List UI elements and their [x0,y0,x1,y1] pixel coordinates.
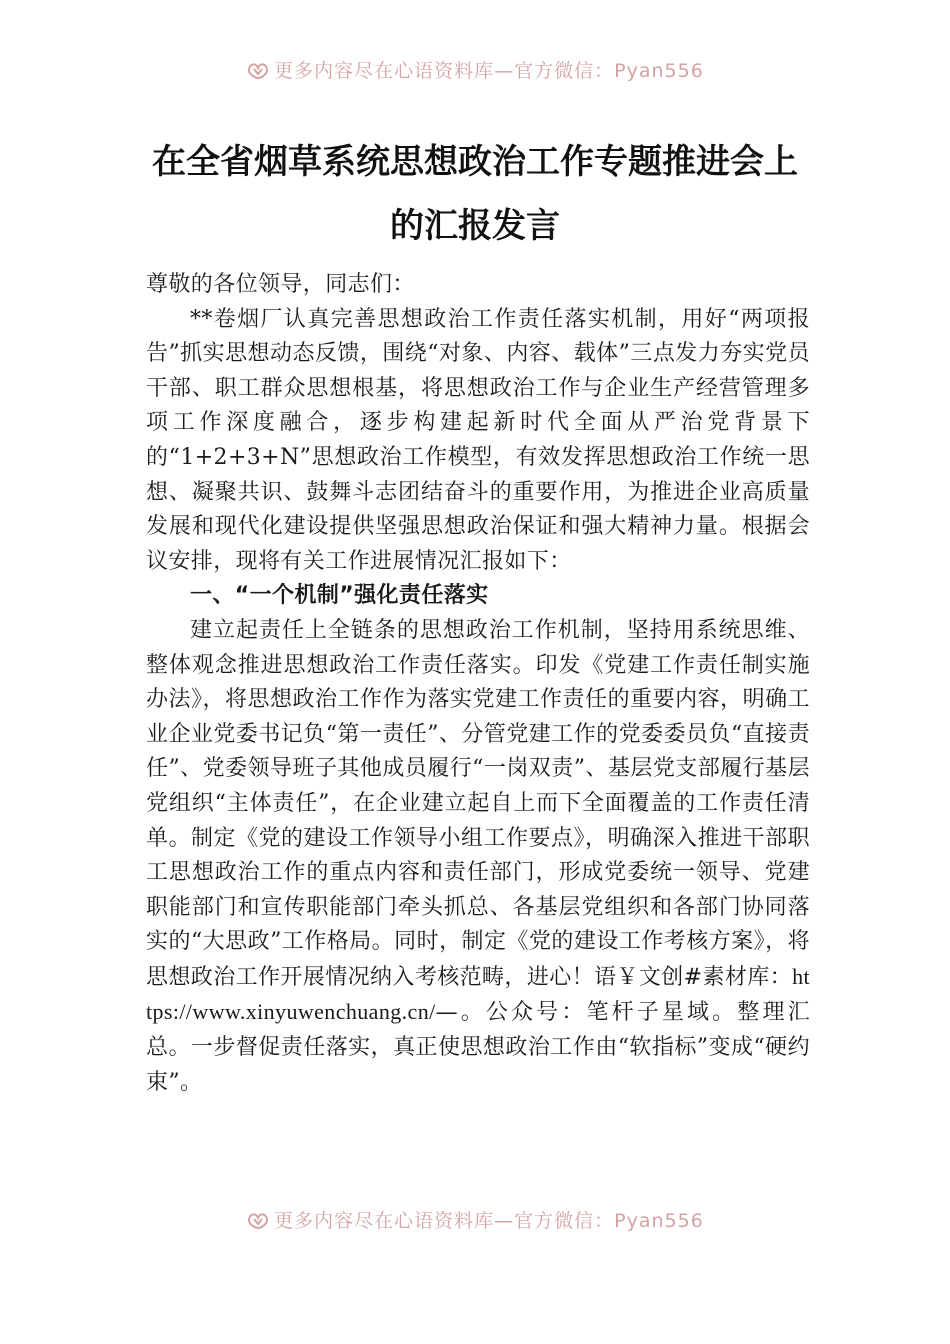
section-text-part1: 建立起责任上全链条的思想政治工作机制，坚持用系统思维、整体观念推进思想政治工作责任落实。印发《党建工作责任制实施办法》，将思想政治工作作为落实党建工作责任的重要内容，明确工业企业党委书记负“第一责任”、分管党建工作的党委委员负“直接责任”、党委领导班子其他成员履行“一岗双责”、基层党支部履行基层党组织“主体责任”，在企业建立起自上而下全面覆盖的工作责任清单。制定《党的建设工作领导小组工作要点》，明确深入推进干部职工思想政治工作的重点内容和责任部门，形成党委统一领导、党建职能部门和宣传职能部门牵头抓总、各基层党组织和各部门协同落实的“大思政”工作格局。同时，制定《党的建设工作考核方案》，将思想政治工作开展情况纳入考核范畴，进心！语￥文创#素材库： [146,617,810,990]
watermark-logo-icon [246,1210,270,1230]
section-heading: 一、“一个机制”强化责任落实 [190,583,489,609]
watermark-text: 更多内容尽在心语资料库—官方微信：Pyan556 [274,60,704,82]
watermark-logo-icon [246,60,270,80]
document-body [146,268,810,1100]
page-title: 在全省烟草系统思想政治工作专题推进会上的汇报发言 [152,142,798,246]
section-text-part2: —。公众号：笔杆子星域。整理汇总。一步督促责任落实，真正使思想政治工作由“软指标”变成“硬约束”。 [146,1000,810,1095]
watermark-footer [0,1206,950,1233]
section-paragraph [146,614,810,1100]
watermark-header [0,56,950,83]
intro-paragraph: **卷烟厂认真完善思想政治工作责任落实机制，用好“两项报告”抓实思想动态反馈，围绕“对象、内容、载体”三点发力夯实党员干部、职工群众思想根基，将思想政治工作与企业生产经营管理多项工作深度融合，逐步构建起新时代全面从严治党背景下的“1+2+3+N”思想政治工作模型，有效发挥思想政治工作统一思想、凝聚共识、鼓舞斗志团结奋斗的重要作用，为推进企业高质量发展和现代化建设提供坚强思想政治保证和强大精神力量。根据会议安排，现将有关工作进展情况汇报如下： [146,306,810,574]
watermark-text: 更多内容尽在心语资料库—官方微信：Pyan556 [274,1210,704,1232]
salutation: 尊敬的各位领导，同志们： [146,272,415,297]
website-link[interactable]: https://www.xinyuwenchuang.cn/ [146,963,810,1025]
